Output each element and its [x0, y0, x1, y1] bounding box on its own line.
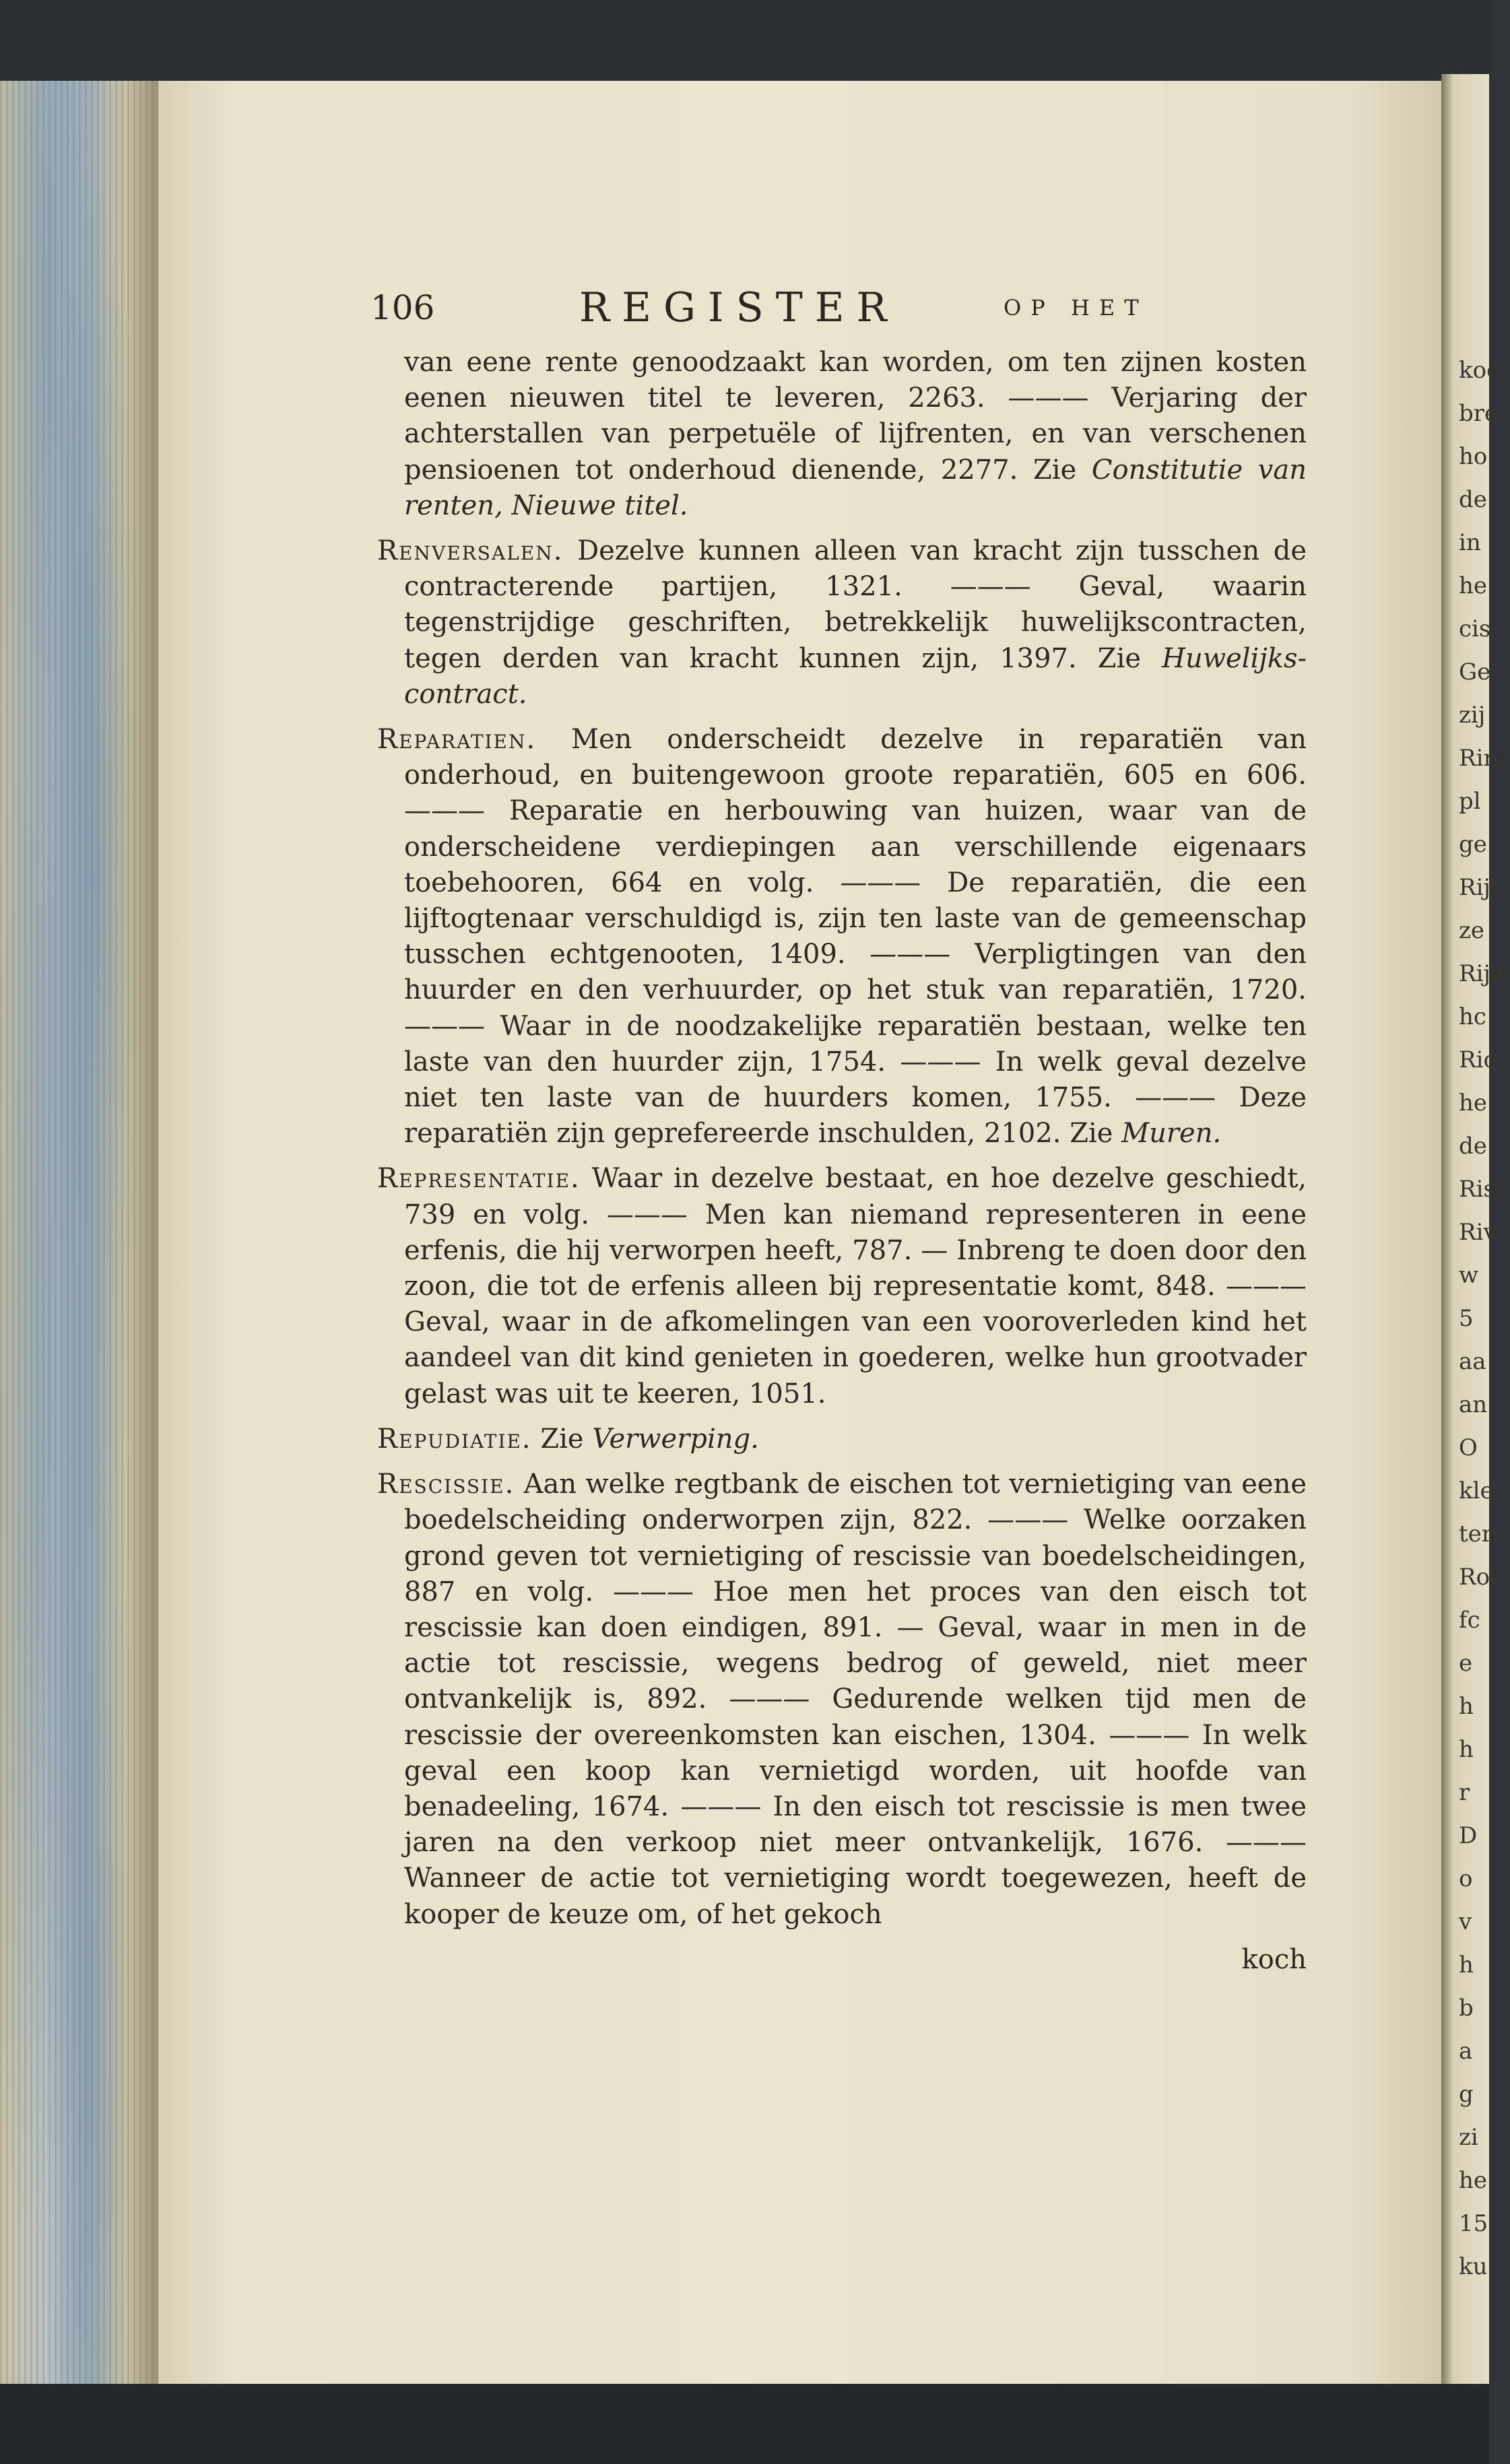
entry-term: Renversalen.: [377, 535, 564, 567]
adjacent-page-fragment: zij: [1459, 702, 1486, 729]
register-entry-rescissie: [377, 1467, 1307, 1933]
adjacent-page-fragment: 15: [1459, 2210, 1488, 2237]
adjacent-page-fragment: ho: [1459, 443, 1488, 470]
adjacent-page-fragment: cis: [1459, 615, 1491, 642]
adjacent-page-fragment: ze: [1459, 917, 1485, 944]
adjacent-page-fragment: de: [1459, 1133, 1487, 1160]
adjacent-page-fragment: 5: [1459, 1305, 1474, 1332]
running-head-suffix: OP HET: [1004, 295, 1148, 321]
scanner-background-top: [0, 0, 1489, 81]
page-header: [370, 284, 1327, 331]
adjacent-page-fragment: pl: [1459, 788, 1481, 815]
adjacent-page-fragment: hc: [1459, 1003, 1486, 1030]
entry-text: Waar in dezelve bestaat, en hoe dezelve geschiedt, 739 en volg. ——— Men kan niemand representeren in eene erfenis, die hij verworpen heeft, 787. — Inbreng te doen door den zoon, die tot de erfenis alleen bij representatie komt, 848. ——— Geval, waar in de afkomelingen van een vooroverleden kind het aandeel van dit kind genieten in goederen, welke hun grootvader gelast was uit te keeren, 1051.: [404, 1163, 1307, 1409]
adjacent-page-fragment: e: [1459, 1650, 1473, 1677]
adjacent-page-fragment: koo: [1459, 357, 1501, 384]
register-entry-repudiatie: [377, 1422, 1307, 1457]
adjacent-page-fragment: O: [1459, 1434, 1478, 1461]
entry-text: Dezelve kunnen alleen van kracht zijn tusschen de contracterende partijen, 1321. ——— Geval, waarin tegenstrijdige geschriften, betrekkelijk huwelijkscontracten, tegen derden van kracht kunnen zijn, 1397. Zie: [404, 535, 1307, 674]
adjacent-page-fragment: Risi: [1459, 1176, 1503, 1203]
adjacent-page-fragment: Rio: [1459, 1046, 1497, 1073]
entry-cross-reference: Muren.: [1121, 1118, 1222, 1150]
adjacent-page-fragment: he: [1459, 1090, 1488, 1117]
adjacent-page-fragment: aa: [1459, 1348, 1486, 1375]
entry-text: van eene rente genoodzaakt kan worden, om ten zijnen kosten eenen nieuwen titel te leveren, 2263. ——— Verjaring der achterstallen van perpetuële of lijfrenten, en van verschenen pensioenen tot onderhoud dienende, 2277. Zie: [404, 347, 1307, 486]
adjacent-page-fragment: in: [1459, 529, 1481, 556]
entry-text: Aan welke regtbank de eischen tot vernietiging van eene boedelscheiding onderworpen zijn, 822. ——— Welke oorzaken grond geven tot vernietiging of rescissie van boedelscheidingen, 887 en volg. ——— Hoe men het proces van den eisch tot rescissie kan doen eindigen, 891. — Geval, waar in men in de actie tot rescissie, wegens bedrog of geweld, niet meer ontvankelijk is, 892. ——— Gedurende welken tijd men de rescissie der overeenkomsten kan eischen, 1304. ——— In welk geval een koop kan vernietigd worden, uit hoofde van benadeeling, 1674. ——— In den eisch tot rescissie is men twee jaren na den verkoop niet meer ontvankelijk, 1676. ——— Wanneer de actie tot vernietiging wordt toegewezen, heeft de kooper de keuze om, of het gekoch: [404, 1469, 1307, 1930]
entry-text: Men onderscheidt dezelve in reparatiën van onderhoud, en buitengewoon groote reparatiën, 605 en 606. ——— Reparatie en herbouwing van huizen, waar van de onderscheidene verdiepingen aan verschillende eigenaars toebehooren, 664 en volg. ——— De reparatiën, die een lijftogtenaar verschuldigd is, zijn ten laste van de gemeenschap tusschen echtgenooten, 1409. ——— Verpligtingen van den huurder en den verhuurder, op het stuk van reparatiën, 1720. ——— Waar in de noodzakelijke reparatiën bestaan, welke ten laste van den huurder zijn, 1754. ——— In welk geval dezelve niet ten laste van de huurders komen, 1755. ——— Deze reparatiën zijn geprefereerde inschulden, 2102. Zie: [404, 724, 1307, 1150]
entry-text: Zie: [540, 1423, 593, 1455]
adjacent-page-fragment: o: [1459, 1865, 1473, 1892]
adjacent-page-fragment: ku: [1459, 2253, 1488, 2280]
adjacent-page-fragment: Ge: [1459, 659, 1491, 686]
page-number: 106: [370, 288, 435, 327]
entry-term: Repudiatie.: [377, 1423, 532, 1455]
adjacent-page-fragment: de: [1459, 486, 1487, 513]
entry-cross-reference: Constitutie van renten, Nieuwe titel.: [404, 454, 1307, 521]
adjacent-page-fragment: r: [1459, 1779, 1470, 1806]
adjacent-page-fragment: ge: [1459, 831, 1487, 858]
adjacent-page-fragment: v: [1459, 1908, 1472, 1935]
register-entry-renversalen: [377, 533, 1307, 712]
adjacent-page-fragment: w: [1459, 1262, 1479, 1289]
adjacent-page-fragment: h: [1459, 1693, 1474, 1720]
entry-term: Representatie.: [377, 1163, 581, 1195]
adjacent-page-fragment: Rini: [1459, 745, 1506, 772]
entry-term: Rescissie.: [377, 1469, 515, 1500]
adjacent-page-fragment: a: [1459, 2038, 1473, 2065]
adjacent-page-fragment: zi: [1459, 2124, 1478, 2151]
running-head: REGISTER: [579, 284, 899, 331]
entry-cross-reference: Verwerping.: [592, 1423, 759, 1455]
adjacent-page-fragment: he: [1459, 2167, 1488, 2194]
entry-term: Reparatien.: [377, 724, 537, 756]
adjacent-page-fragment: h: [1459, 1952, 1474, 1978]
adjacent-page-fragment: Rijt: [1459, 874, 1500, 901]
entry-cross-reference: Huwelijks-contract.: [404, 642, 1307, 710]
adjacent-page-fragment: ter: [1459, 1521, 1493, 1547]
adjacent-page-fragment: h: [1459, 1736, 1474, 1763]
register-entry-representatie: [377, 1161, 1307, 1411]
adjacent-page-fragment: g: [1459, 2081, 1474, 2108]
adjacent-page-fragment: he: [1459, 572, 1488, 599]
adjacent-page-fragment: an: [1459, 1391, 1488, 1418]
adjacent-page-fragment: Rijw: [1459, 960, 1510, 987]
adjacent-page-fragment: Rol: [1459, 1564, 1497, 1591]
book-page-block-edge: [0, 81, 158, 2384]
adjacent-page-edge: [1441, 74, 1510, 2391]
register-text: [377, 345, 1307, 1978]
catchword: koch: [1241, 1943, 1307, 1975]
adjacent-page-fragment: bre: [1459, 400, 1499, 427]
register-entry-reparatien: [377, 722, 1307, 1152]
register-entry-continuation: [404, 345, 1307, 524]
adjacent-page-fragment: D: [1459, 1822, 1478, 1849]
adjacent-page-fragment: kle: [1459, 1477, 1494, 1504]
adjacent-page-fragment: b: [1459, 1995, 1474, 2022]
scanner-background-bottom: [0, 2384, 1489, 2464]
adjacent-page-fragment: fc: [1459, 1607, 1480, 1634]
adjacent-page-fragment: Riv: [1459, 1219, 1497, 1246]
